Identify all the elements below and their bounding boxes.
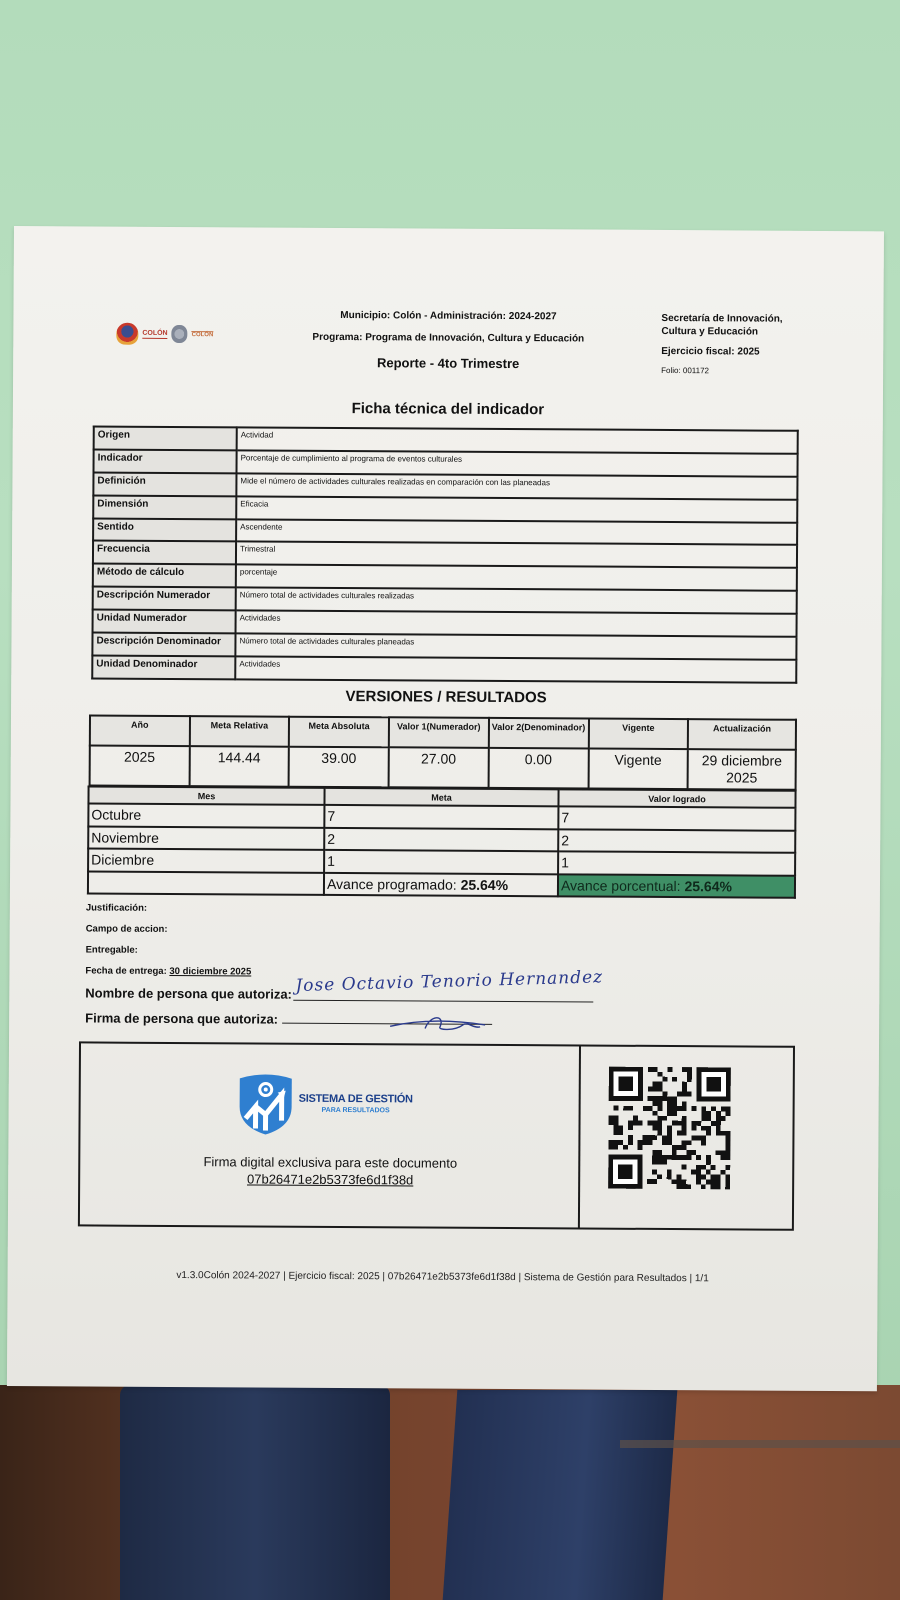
qr-module [691,1150,696,1155]
qr-module [662,1135,667,1140]
qr-module [687,1092,692,1097]
qr-module [667,1101,672,1106]
ficha-label: Indicador [93,449,236,473]
sgr-subtitle: PARA RESULTADOS [321,1106,390,1115]
qr-module [652,1135,657,1140]
qr-module [721,1150,726,1155]
qr-module [696,1165,701,1170]
versiones-header: Valor 1(Numerador) [389,717,489,748]
document-header [13,226,884,401]
month-mes: Diciembre [88,848,324,872]
qr-module [657,1116,662,1121]
signature-hash-link[interactable]: 07b26471e2b5373fe6d1f38d [246,1171,414,1188]
handwritten-name: Jose Octavio Tenorio Hernandez [295,967,604,997]
qr-finder-core [618,1076,633,1091]
qr-module [687,1077,692,1082]
ficha-value: Porcentaje de cumplimiento al programa de eventos culturales [236,450,797,476]
qr-module [613,1145,618,1150]
qr-module [682,1082,687,1087]
qr-module [682,1126,687,1131]
qr-module [725,1180,730,1185]
qr-module [613,1140,618,1145]
qr-module [676,1179,681,1184]
month-mes: Noviembre [88,826,324,850]
qr-module [726,1111,731,1116]
ficha-title: Ficha técnica del indicador [351,400,545,419]
qr-module [711,1121,716,1126]
qr-module [725,1150,730,1155]
qr-module [716,1175,721,1180]
qr-module [662,1091,667,1096]
qr-module [672,1096,677,1101]
qr-module [711,1184,716,1189]
qr-module [706,1160,711,1165]
versiones-cell: 39.00 [289,747,389,788]
qr-module [647,1140,652,1145]
qr-module [686,1155,691,1160]
qr-module [667,1169,672,1174]
qr-module [706,1155,711,1160]
qr-module [686,1150,691,1155]
qr-module [662,1155,667,1160]
signature-info [80,1043,581,1227]
qr-module [696,1155,701,1160]
avance-empty-cell [88,871,324,895]
ficha-label: Descripción Denominador [92,633,235,657]
qr-module [657,1126,662,1131]
ficha-value: Número total de actividades culturales realizadas [236,588,797,614]
qr-module [667,1130,672,1135]
sgr-title: SISTEMA DE GESTIÓN [298,1092,413,1106]
qr-finder-core [706,1077,721,1092]
jeans-right-leg [443,1390,678,1600]
qr-module [682,1140,687,1145]
qr-module [701,1175,706,1180]
qr-module [701,1140,706,1145]
qr-module [638,1121,643,1126]
qr-module [677,1131,682,1136]
month-meta: 1 [324,850,558,874]
qr-module [681,1184,686,1189]
qr-module [667,1135,672,1140]
qr-module [652,1111,657,1116]
qr-module [716,1121,721,1126]
qr-module [628,1140,633,1145]
entregable-label: Entregable: [85,944,138,956]
report-title: Reporte - 4to Trimestre [376,355,520,372]
qr-module [721,1155,726,1160]
versiones-cell: 2025 [90,745,190,786]
qr-module [701,1106,706,1111]
qr-code [608,1067,731,1190]
qr-module [725,1155,730,1160]
qr-module [672,1101,677,1106]
qr-module [706,1111,711,1116]
qr-module [701,1136,706,1141]
ficha-value: Trimestral [236,542,797,568]
justificacion-label: Justificación: [85,902,148,914]
firma-label: Firma de persona que autoriza: [85,1010,492,1027]
qr-module [657,1096,662,1101]
qr-module [657,1130,662,1135]
qr-module [672,1145,677,1150]
qr-module [682,1116,687,1121]
qr-module [657,1101,662,1106]
month-meta: 2 [324,827,558,851]
qr-module [720,1170,725,1175]
qr-module [677,1145,682,1150]
qr-module [658,1086,663,1091]
meta-header: Meta [324,788,558,806]
qr-module [715,1184,720,1189]
ficha-label: Unidad Numerador [93,610,236,634]
qr-module [618,1130,623,1135]
handwritten-signature [385,1012,495,1035]
qr-module [725,1184,730,1189]
qr-module [652,1121,657,1126]
ficha-value: porcentaje [236,565,797,591]
month-mes: Octubre [88,803,324,827]
qr-module [716,1180,721,1185]
qr-module [681,1179,686,1184]
qr-module [687,1072,692,1077]
qr-module [716,1126,721,1131]
jeans-left-leg [120,1385,390,1600]
avance-row [88,871,795,898]
qr-module [662,1096,667,1101]
qr-module [682,1067,687,1072]
qr-module [726,1106,731,1111]
qr-module [716,1131,721,1136]
qr-module [667,1067,672,1072]
ejercicio-fiscal: Ejercicio fiscal: 2025 [661,345,760,358]
qr-module [628,1106,633,1111]
qr-module [701,1165,706,1170]
versiones-header: Vigente [588,719,688,750]
qr-module [628,1135,633,1140]
qr-module [682,1145,687,1150]
report-document [7,226,884,1391]
qr-module [706,1126,711,1131]
qr-module [721,1116,726,1121]
qr-module [701,1111,706,1116]
qr-module [643,1106,648,1111]
ficha-value: Mide el número de actividades culturales realizadas en comparación con las planeadas [236,473,797,499]
qr-module [682,1155,687,1160]
qr-module [657,1121,662,1126]
month-valor: 1 [558,851,795,875]
qr-module [726,1131,731,1136]
qr-module [672,1179,677,1184]
qr-module [696,1136,701,1141]
qr-module [613,1106,618,1111]
qr-module [682,1101,687,1106]
secretaria: Secretaría de Innovación, Cultura y Educación [661,312,783,338]
qr-module [692,1106,697,1111]
qr-module [672,1155,677,1160]
qr-module [726,1141,731,1146]
qr-module [609,1115,614,1120]
qr-module [648,1106,653,1111]
qr-module [701,1184,706,1189]
qr-module [653,1101,658,1106]
qr-module [706,1116,711,1121]
versiones-cell: 144.44 [189,746,289,787]
signature-hash [80,1170,580,1188]
qr-module [706,1179,711,1184]
qr-module [701,1116,706,1121]
qr-module [711,1175,716,1180]
versiones-header: Meta Absoluta [289,717,389,748]
qr-module [682,1121,687,1126]
qr-module [653,1096,658,1101]
versiones-table [89,714,797,790]
qr-module [677,1121,682,1126]
qr-module [696,1179,701,1184]
versiones-title: VERSIONES / RESULTADOS [345,688,547,707]
qr-module [696,1170,701,1175]
qr-module [667,1140,672,1145]
qr-module [701,1126,706,1131]
qr-module [647,1135,652,1140]
qr-module [652,1160,657,1165]
qr-module [716,1150,721,1155]
fecha-entrega: Fecha de entrega: 30 diciembre 2025 [85,965,252,978]
avance-programado: Avance programado: 25.64% [324,872,558,896]
qr-module [676,1184,681,1189]
qr-module [682,1091,687,1096]
qr-module [672,1077,677,1082]
qr-module [682,1087,687,1092]
qr-module [691,1170,696,1175]
versiones-cell: Vigente [588,749,688,790]
qr-module [691,1126,696,1131]
qr-module [662,1140,667,1145]
qr-module [706,1131,711,1136]
qr-module [716,1111,721,1116]
qr-module [648,1096,653,1101]
qr-module [686,1140,691,1145]
floor-grout [620,1440,900,1448]
qr-module [648,1067,653,1072]
ficha-value: Número total de actividades culturales planeadas [235,633,796,659]
qr-module [677,1174,682,1179]
ficha-value: Ascendente [236,519,797,545]
ficha-table [91,425,799,683]
qr-module [653,1067,658,1072]
shield-chart-icon [235,1072,295,1136]
ficha-label: Definición [93,472,236,496]
qr-module [613,1115,618,1120]
qr-module [662,1116,667,1121]
ficha-value: Eficacia [236,496,797,522]
qr-module [652,1169,657,1174]
qr-module [618,1125,623,1130]
qr-module [667,1174,672,1179]
municipal-emblem-icon [116,323,138,345]
qr-module [677,1155,682,1160]
monthly-table [87,785,797,898]
qr-module [609,1120,614,1125]
qr-module [711,1180,716,1185]
qr-module [711,1165,716,1170]
qr-module [657,1155,662,1160]
ficha-label: Unidad Denominador [92,655,235,679]
qr-module [667,1096,672,1101]
qr-module [657,1150,662,1155]
versiones-cell: 29 diciembre 2025 [688,749,796,790]
qr-module [681,1165,686,1170]
qr-module [652,1179,657,1184]
campo-label: Campo de accion: [85,923,168,935]
qr-module [716,1116,721,1121]
folio: Folio: 001172 [661,365,710,376]
mes-header: Mes [88,786,324,804]
qr-module [682,1131,687,1136]
qr-module [696,1175,701,1180]
month-valor: 7 [558,806,795,830]
versiones-header: Meta Relativa [189,716,289,747]
qr-module [613,1125,618,1130]
qr-module [613,1120,618,1125]
qr-module [633,1116,638,1121]
qr-module [672,1150,677,1155]
qr-module [608,1145,613,1150]
ficha-value: Actividad [237,427,798,453]
qr-module [672,1111,677,1116]
qr-module [638,1140,643,1145]
ficha-label: Dimensión [93,495,236,519]
qr-module [667,1106,672,1111]
qr-module [667,1155,672,1160]
qr-module [677,1091,682,1096]
qr-module [657,1160,662,1165]
document-footer: v1.3.0Colón 2024-2027 | Ejercicio fiscal: 2025 | 07b26471e2b5373fe6d1f38d | Sistema de Gestión para Resultados | 1/1 [176,1270,709,1285]
qr-finder-core [618,1164,633,1179]
qr-module [721,1131,726,1136]
qr-module [672,1121,677,1126]
qr-module [652,1155,657,1160]
qr-module [623,1106,628,1111]
qr-module [711,1106,716,1111]
month-meta: 7 [324,805,558,829]
qr-module [691,1121,696,1126]
sgr-logo [235,1072,412,1137]
qr-module [725,1145,730,1150]
qr-module [677,1106,682,1111]
ficha-label: Origen [94,426,237,450]
versiones-header: Valor 2(Denominador) [489,718,589,749]
qr-module [721,1106,726,1111]
qr-module [618,1140,623,1145]
qr-module [648,1121,653,1126]
qr-module [653,1086,658,1091]
qr-module [653,1082,658,1087]
ficha-label: Descripción Numerador [93,587,236,611]
qr-module [696,1121,701,1126]
versiones-cell: 0.00 [488,748,588,789]
month-valor: 2 [558,829,795,853]
qr-module [687,1067,692,1072]
qr-module [726,1136,731,1141]
nombre-underline [293,1000,593,1003]
qr-module [662,1077,667,1082]
qr-module [662,1160,667,1165]
qr-module [608,1140,613,1145]
qr-module [658,1072,663,1077]
qr-module [667,1111,672,1116]
qr-module [628,1120,633,1125]
qr-module [658,1082,663,1087]
qr-module [686,1184,691,1189]
ficha-value: Actividades [236,610,797,636]
qr-module [725,1165,730,1170]
qr-module [643,1140,648,1145]
colon-logo-secondary: COLÓN [191,331,214,338]
ficha-label: Frecuencia [93,541,236,565]
municipio-line: Municipio: Colón - Administración: 2024-2027 [340,309,557,323]
ficha-label: Sentido [93,518,236,542]
qr-module [638,1145,643,1150]
qr-module [652,1150,657,1155]
firma-digital-text: Firma digital exclusiva para este documento [203,1154,458,1171]
colon-logo: COLÓN [142,329,168,337]
qr-module [623,1145,628,1150]
qr-module [706,1170,711,1175]
seal-icon [172,325,188,343]
qr-module [682,1106,687,1111]
ficha-row [92,655,796,682]
programa-line: Programa: Programa de Innovación, Cultura y Educación [312,331,585,345]
qr-module [633,1120,638,1125]
qr-module [691,1135,696,1140]
qr-module [725,1175,730,1180]
ficha-value: Actividades [235,656,796,682]
qr-module [647,1179,652,1184]
municipal-logos [116,323,213,346]
qr-module [648,1086,653,1091]
qr-module [657,1106,662,1111]
fecha-entrega-value: 30 diciembre 2025 [169,965,252,978]
qr-module [643,1135,648,1140]
nombre-label: Nombre de persona que autoriza: [85,985,292,1002]
qr-module [628,1125,633,1130]
valor-header: Valor logrado [558,789,795,807]
qr-module [613,1130,618,1135]
qr-module [652,1125,657,1130]
avance-porcentual: Avance porcentual: 25.64% [558,874,795,898]
qr-module [657,1174,662,1179]
qr-module [672,1106,677,1111]
versiones-header: Año [90,715,190,746]
versiones-cell: 27.00 [389,747,489,788]
versiones-header: Actualización [688,719,796,750]
digital-signature-box [78,1041,795,1230]
qr-module [667,1126,672,1131]
ficha-label: Método de cálculo [93,564,236,588]
